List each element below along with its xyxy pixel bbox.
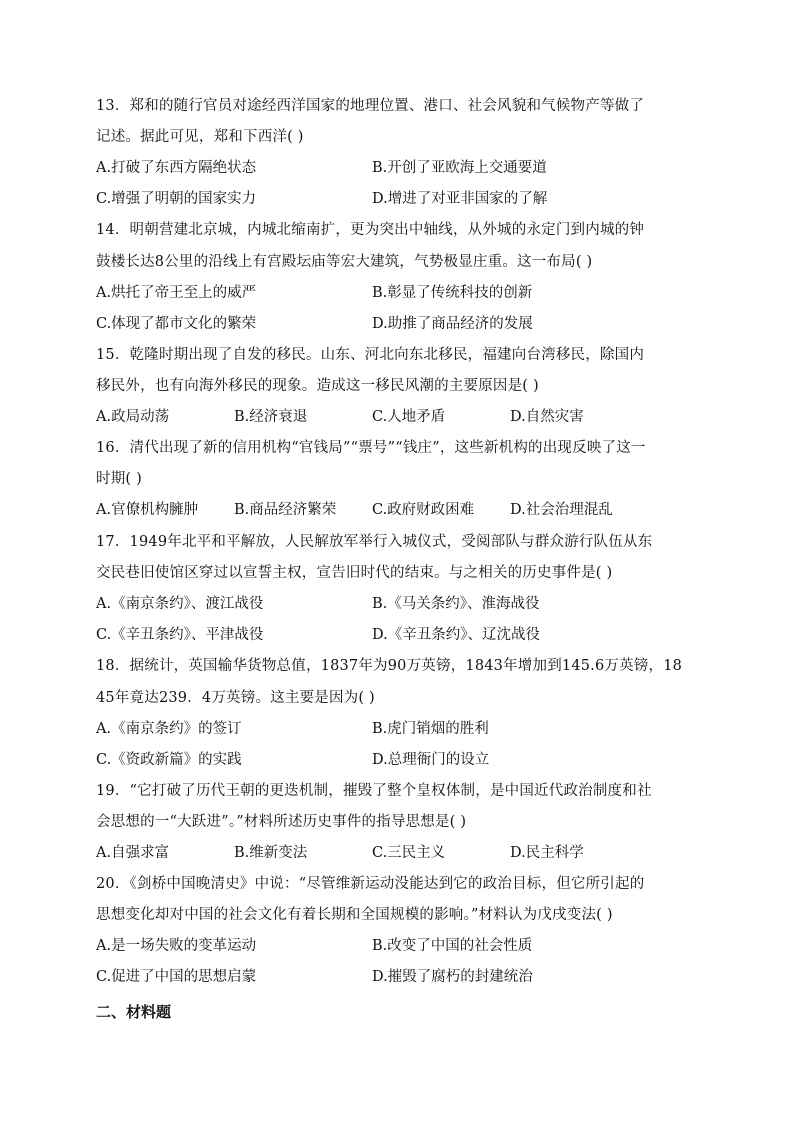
q16-stem-line-1: 16．清代出现了新的信用机构“官钱局”“票号”“钱庄”，这些新机构的出现反映了这一 [96, 440, 646, 456]
q13-option-a: A.打破了东西方隔绝状态 [96, 160, 257, 176]
q18-stem-line-1: 18．据统计，英国输华货物总值，1837年为90万英镑，1843年增加到145.6万英镑，18 [96, 658, 683, 674]
q16-option-b: B.商品经济繁荣 [234, 502, 337, 518]
q16-option-c: C.政府财政困难 [372, 502, 475, 518]
q16-option-d: D.社会治理混乱 [510, 502, 613, 518]
q17-option-a: A.《南京条约》、渡江战役 [96, 596, 264, 612]
q14-option-b: B.彰显了传统科技的创新 [372, 285, 533, 301]
q18-option-d: D.总理衙门的设立 [372, 752, 490, 768]
q18-option-a: A.《南京条约》的签订 [96, 721, 242, 737]
q13-stem-line-1: 13．郑和的随行官员对途经西洋国家的地理位置、港口、社会风貌和气候物产等做了 [96, 98, 645, 114]
q13-option-b: B.开创了亚欧海上交通要道 [372, 160, 547, 176]
q14-option-a: A.烘托了帝王至上的威严 [96, 285, 257, 301]
q15-stem-line-2: 移民外，也有向海外移民的现象。造成这一移民风潮的主要原因是( ) [96, 378, 539, 394]
q14-stem-line-2: 鼓楼长达8公里的沿线上有宫殿坛庙等宏大建筑，气势极显庄重。这一布局( ) [96, 254, 593, 270]
q19-stem-line-2: 会思想的一“大跃进”。”材料所述历史事件的指导思想是( ) [96, 814, 467, 830]
q15-option-b: B.经济衰退 [234, 409, 308, 425]
q19-option-d: D.民主科学 [510, 845, 584, 861]
q20-option-d: D.摧毁了腐朽的封建统治 [372, 969, 533, 985]
q17-stem-line-2: 交民巷旧使馆区穿过以宣誓主权，宣告旧时代的结束。与之相关的历史事件是( ) [96, 565, 613, 581]
q15-option-d: D.自然灾害 [510, 409, 584, 425]
q13-stem-line-2: 记述。据此可见，郑和下西洋( ) [96, 129, 304, 145]
q19-option-c: C.三民主义 [372, 845, 446, 861]
q18-option-c: C.《资政新篇》的实践 [96, 752, 242, 768]
q14-option-d: D.助推了商品经济的发展 [372, 316, 533, 332]
q20-stem-line-1: 20．《剑桥中国晚清史》中说：“尽管维新运动没能达到它的政治目标，但它所引起的 [96, 876, 645, 892]
q19-option-a: A.自强求富 [96, 845, 170, 861]
q18-option-b: B.虎门销烟的胜利 [372, 721, 489, 737]
q16-option-a: A.官僚机构臃肿 [96, 502, 199, 518]
q15-stem-line-1: 15．乾隆时期出现了自发的移民。山东、河北向东北移民，福建向台湾移民，除国内 [96, 347, 645, 363]
q20-stem-line-2: 思想变化却对中国的社会文化有着长期和全国规模的影响。”材料认为戊戌变法( ) [96, 907, 613, 923]
q17-option-d: D.《辛丑条约》、辽沈战役 [372, 627, 540, 643]
q17-option-b: B.《马关条约》、淮海战役 [372, 596, 540, 612]
q19-stem-line-1: 19．“它打破了历代王朝的更迭机制，摧毁了整个皇权体制，是中国近代政治制度和社 [96, 783, 652, 799]
q20-option-b: B.改变了中国的社会性质 [372, 938, 533, 954]
q16-stem-line-2: 时期( ) [96, 471, 142, 487]
q20-option-a: A.是一场失败的变革运动 [96, 938, 257, 954]
q15-option-c: C.人地矛盾 [372, 409, 446, 425]
q18-stem-line-2: 45年竟达239．4万英镑。这主要是因为( ) [96, 690, 375, 706]
q13-option-c: C.增强了明朝的国家实力 [96, 191, 257, 207]
q14-stem-line-1: 14．明朝营建北京城，内城北缩南扩，更为突出中轴线，从外城的永定门到内城的钟 [96, 222, 645, 238]
q13-option-d: D.增进了对亚非国家的了解 [372, 191, 548, 207]
q20-option-c: C.促进了中国的思想启蒙 [96, 969, 257, 985]
q17-option-c: C.《辛丑条约》、平津战役 [96, 627, 264, 643]
q14-option-c: C.体现了都市文化的繁荣 [96, 316, 257, 332]
q15-option-a: A.政局动荡 [96, 409, 170, 425]
q19-option-b: B.维新变法 [234, 845, 308, 861]
q17-stem-line-1: 17．1949年北平和平解放，人民解放军举行入城仪式，受阅部队与群众游行队伍从东 [96, 534, 653, 550]
section-title: 二、材料题 [96, 1003, 172, 1021]
